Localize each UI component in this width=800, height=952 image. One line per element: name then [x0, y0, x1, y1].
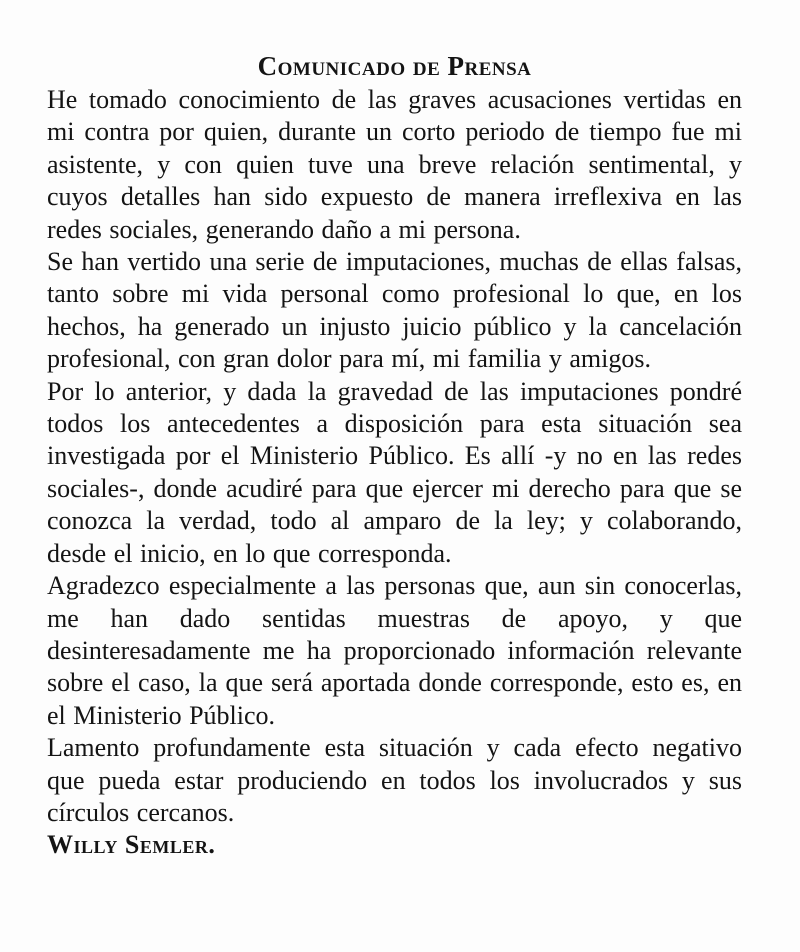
paragraph: He tomado conocimiento de las graves acusaciones vertidas en mi contra por quien, durante un corto periodo de tiempo fue mi asistente, y con quien tuve una breve relación sentimental, y cuyos detalles han sido expuesto de manera irreflexiva en las redes sociales, generando daño a mi persona.: [47, 85, 742, 244]
document-body: [47, 84, 742, 829]
document-title: Comunicado de Prensa: [257, 51, 532, 81]
paragraph: Por lo anterior, y dada la gravedad de las imputaciones pondré todos los antecedentes a disposición para esta situación sea investigada por el Ministerio Público. Es allí -y no en las redes sociales-, donde acudiré para que ejercer mi derecho para que se conozca la verdad, todo al amparo de la ley; y colaborando, desde el inicio, en lo que corresponda.: [47, 376, 742, 568]
signature: Willy Semler.: [47, 830, 216, 860]
paragraph: Agradezco especialmente a las personas que, aun sin conocerlas, me han dado sentidas muestras de apoyo, y que desinteresadamente me ha proporcionado información relevante sobre el caso, la que será aportada donde corresponde, esto es, en el Ministerio Público.: [47, 571, 742, 730]
paragraph: Lamento profundamente esta situación y cada efecto negativo que pueda estar produciendo en todos los involucrados y sus círculos cercanos.: [47, 733, 742, 827]
paragraph: Se han vertido una serie de imputaciones, muchas de ellas falsas, tanto sobre mi vida personal como profesional lo que, en los hechos, ha generado un injusto juicio público y la cancelación profesional, con gran dolor para mí, mi familia y amigos.: [47, 247, 742, 374]
